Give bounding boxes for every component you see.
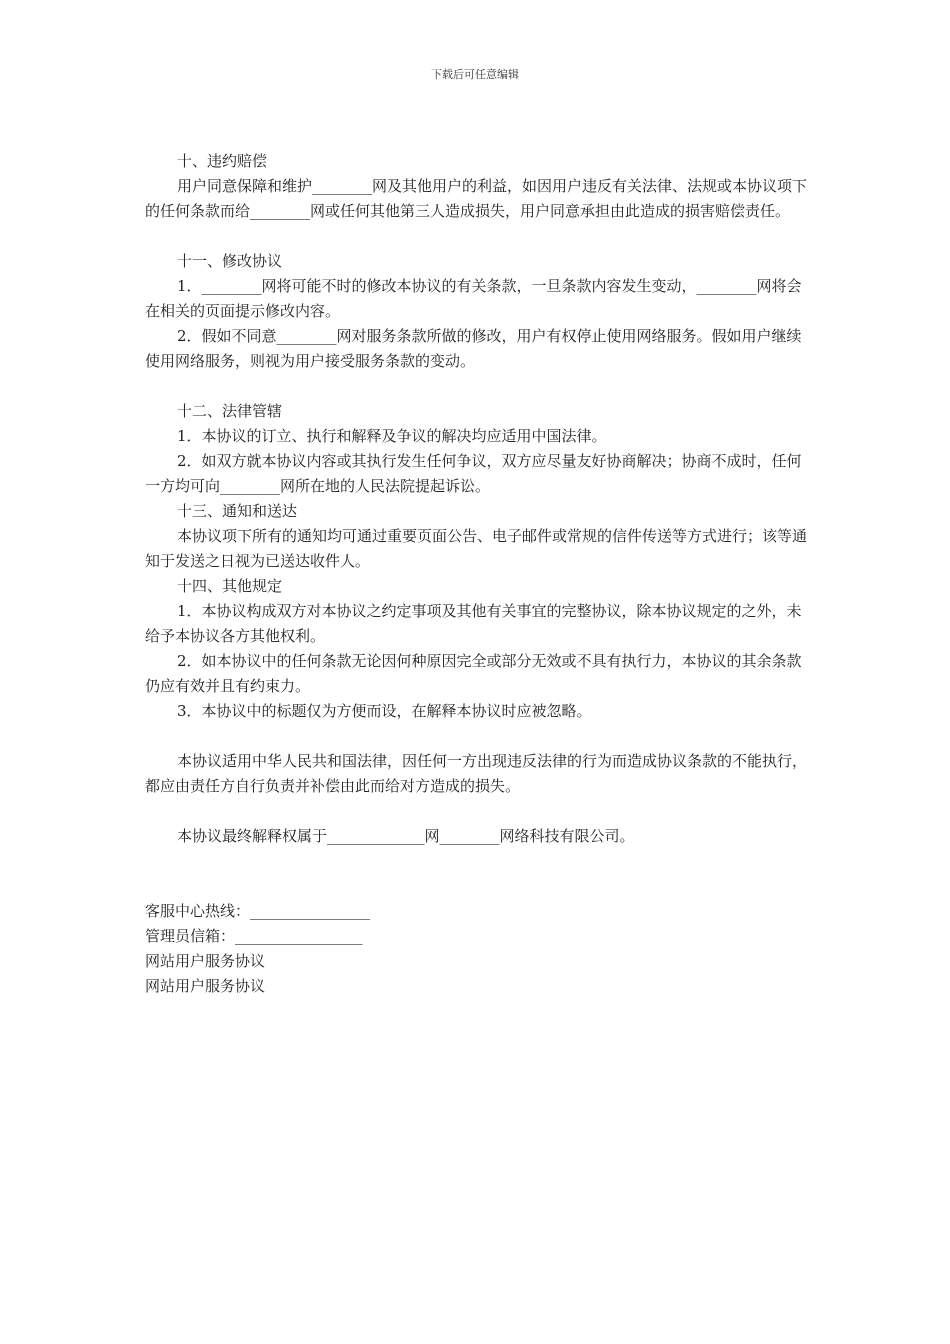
paragraph-gap	[145, 374, 807, 399]
document-body	[145, 149, 807, 999]
paragraph: 十、违约赔偿	[177, 152, 268, 170]
paragraph-gap	[145, 849, 807, 874]
paragraph: 1．本协议构成双方对本协议之约定事项及其他有关事宜的完整协议，除本协议规定的之外，未给予本协议各方其他权利。	[145, 602, 802, 645]
paragraph: 用户同意保障和维护________网及其他用户的利益，如因用户违反有关法律、法规或本协议项下的任何条款而给________网或任何其他第三人造成损失，用户同意承担由此造成的损害赔偿责任。	[145, 177, 808, 220]
paragraph: 网站用户服务协议	[145, 977, 266, 995]
paragraph: 本协议项下所有的通知均可通过重要页面公告、电子邮件或常规的信件传送等方式进行；该等通知于发送之日视为已送达收件人。	[145, 527, 808, 570]
paragraph: 3．本协议中的标题仅为方便而设，在解释本协议时应被忽略。	[177, 702, 592, 720]
paragraph: 十三、通知和送达	[177, 502, 298, 520]
paragraph: 网站用户服务协议	[145, 952, 266, 970]
paragraph: 本协议最终解释权属于_____________网________网络科技有限公司。	[177, 827, 635, 845]
paragraph: 2．如本协议中的任何条款无论因何种原因完全或部分无效或不具有执行力，本协议的其余条款仍应有效并且有约束力。	[145, 652, 802, 695]
paragraph: 1．本协议的订立、执行和解释及争议的解决均应适用中国法律。	[177, 427, 607, 445]
paragraph-gap	[145, 874, 807, 899]
page-header: 下载后可任意编辑	[431, 68, 519, 81]
paragraph-gap	[145, 224, 807, 249]
paragraph-gap	[145, 724, 807, 749]
paragraph-gap	[145, 799, 807, 824]
paragraph: 客服中心热线：________________	[145, 902, 371, 920]
paragraph: 本协议适用中华人民共和国法律，因任何一方出现违反法律的行为而造成协议条款的不能执行，都应由责任方自行负责并补偿由此而给对方造成的损失。	[145, 752, 808, 795]
paragraph: 十二、法律管辖	[177, 402, 283, 420]
paragraph: 2．假如不同意________网对服务条款所做的修改，用户有权停止使用网络服务。假如用户继续使用网络服务，则视为用户接受服务条款的变动。	[145, 327, 802, 370]
paragraph: 2．如双方就本协议内容或其执行发生任何争议，双方应尽量友好协商解决；协商不成时，任何一方均可向________网所在地的人民法院提起诉讼。	[145, 452, 802, 495]
paragraph: 十四、其他规定	[177, 577, 283, 595]
paragraph: 管理员信箱：_________________	[145, 927, 363, 945]
paragraph: 十一、修改协议	[177, 252, 283, 270]
paragraph: 1．________网将可能不时的修改本协议的有关条款，一旦条款内容发生变动，________网将会在相关的页面提示修改内容。	[145, 277, 802, 320]
